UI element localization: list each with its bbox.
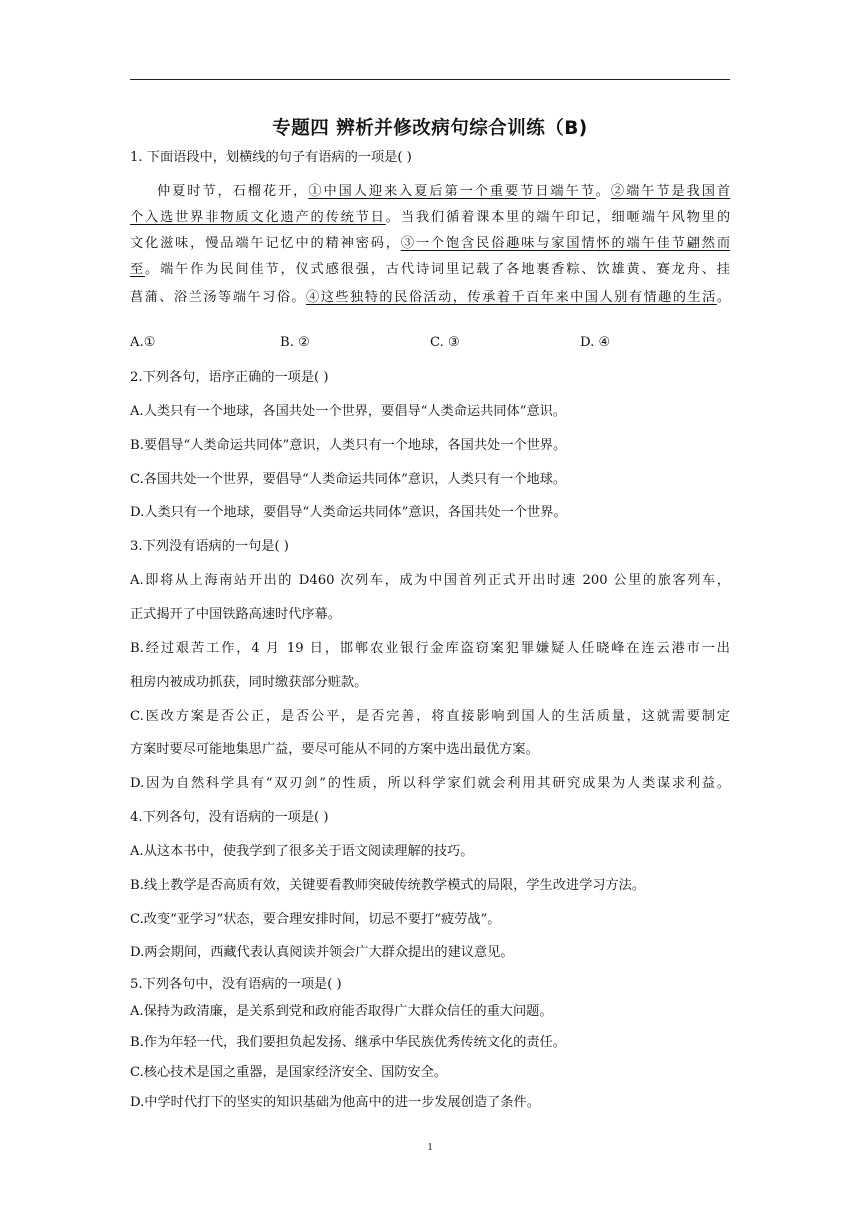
q2-stem: 2.下列各句，语序正确的一项是( ) [130, 370, 329, 385]
q3-option-d[interactable]: D.因为自然科学具有“双刃剑”的性质，所以科学家们就会利用其研究成果为人类谋求利益。 [130, 776, 730, 791]
q1-text: 。当我们循着课本里的端午印记，细咂端午风物里的 [385, 210, 731, 225]
q4-option-a[interactable]: A.从这本书中，使我学到了很多关于语文阅读理解的技巧。 [130, 844, 474, 859]
q1-underlined-sentence-2-cont: 个入选世界非物质文化遗产的传统节日 [130, 210, 386, 225]
page-number: 1 [427, 1141, 433, 1153]
q1-underlined-sentence-3-cont: 至 [130, 262, 146, 277]
q1-passage-line-4 [130, 260, 730, 280]
q2-option-d[interactable]: D.人类只有一个地球，要倡导“人类命运共同体”意识，各国共处一个世界。 [130, 505, 567, 520]
q5-option-c[interactable]: C.核心技术是国之重器，是国家经济安全、国防安全。 [130, 1065, 448, 1080]
header-rule [130, 79, 730, 80]
q1-option-c[interactable]: C. ③ [430, 335, 460, 350]
q1-text: 。端午作为民间佳节，仪式感很强，古代诗词里记载了各地裹香粽、饮雄黄、赛龙舟、挂 [145, 262, 730, 277]
q3-option-a-line-2[interactable]: 正式揭开了中国铁路高速时代序幕。 [130, 607, 341, 622]
q1-underlined-sentence-3: ③一个饱含民俗趣味与家国情怀的端午佳节翩然而 [400, 236, 731, 251]
q3-option-b-line-2[interactable]: 租房内被成功抓获，同时缴获部分赃款。 [130, 675, 368, 690]
q2-option-b[interactable]: B.要倡导“人类命运共同体”意识，人类只有一个地球，各国共处一个世界。 [130, 438, 567, 453]
q4-option-c[interactable]: C.改变“亚学习”状态，要合理安排时间，切忌不要打“疲劳战”。 [130, 912, 501, 927]
q1-text: 。 [595, 184, 611, 199]
q5-option-b[interactable]: B.作为年轻一代，我们要担负起发扬、继承中华民族优秀传统文化的责任。 [130, 1035, 566, 1050]
q4-option-b[interactable]: B.线上教学是否高质有效，关键要看教师突破传统教学模式的局限，学生改进学习方法。 [130, 878, 646, 893]
q1-option-a[interactable]: A.① [130, 335, 156, 350]
q1-passage-line-2 [130, 208, 730, 228]
q2-option-a[interactable]: A.人类只有一个地球，各国共处一个世界，要倡导“人类命运共同体”意识。 [130, 404, 567, 419]
q1-passage-line-3 [130, 234, 730, 254]
q4-stem: 4.下列各句，没有语病的一项是( ) [130, 810, 329, 825]
q1-passage-line-1 [130, 182, 730, 202]
q3-option-b-line-1[interactable]: B.经过艰苦工作，4 月 19 日，邯郸农业银行金库盗窃案犯罪嫌疑人任晓峰在连云港市一出 [130, 641, 730, 656]
q1-options [130, 333, 730, 353]
q1-text: 。 [716, 290, 731, 305]
q3-stem: 3.下列没有语病的一句是( ) [130, 539, 289, 554]
q5-stem: 5.下列各句中，没有语病的一项是( ) [130, 977, 342, 992]
q2-option-c[interactable]: C.各国共处一个世界，要倡导“人类命运共同体”意识，人类只有一个地球。 [130, 472, 567, 487]
q1-stem: 1. 下面语段中，划横线的句子有语病的一项是( ) [130, 150, 412, 165]
q4-option-d[interactable]: D.两会期间，西藏代表认真阅读并领会广大群众提出的建议意见。 [130, 945, 514, 960]
q1-underlined-sentence-2: ②端午节是我国首 [610, 184, 731, 199]
q1-underlined-sentence-1: ①中国人迎来入夏后第一个重要节日端午节 [308, 184, 596, 199]
q1-text: 文化滋味，慢品端午记忆中的精神密码， [130, 236, 401, 251]
q3-option-a-line-1[interactable]: A.即将从上海南站开出的 D460 次列车，成为中国首列正式开出时速 200 公里的旅客列车， [130, 573, 730, 588]
q1-option-d[interactable]: D. ④ [580, 335, 611, 350]
q1-text: 菖蒲、浴兰汤等端午习俗。 [130, 290, 307, 305]
page-title: 专题四 辨析并修改病句综合训练（B) [272, 118, 588, 139]
q3-option-c-line-1[interactable]: C.医改方案是否公正，是否公平，是否完善，将直接影响到国人的生活质量，这就需要制定 [130, 709, 730, 724]
q1-underlined-sentence-4: ④这些独特的民俗活动，传承着千百年来中国人别有情趣的生活 [306, 290, 717, 305]
q1-passage-line-5 [130, 288, 730, 308]
q5-option-a[interactable]: A.保持为政清廉，是关系到党和政府能否取得广大群众信任的重大问题。 [130, 1004, 553, 1019]
q1-option-b[interactable]: B. ② [280, 335, 310, 350]
q5-option-d[interactable]: D.中学时代打下的坚实的知识基础为他高中的进一步发展创造了条件。 [130, 1095, 540, 1110]
q3-option-c-line-2[interactable]: 方案时要尽可能地集思广益，要尽可能从不同的方案中选出最优方案。 [130, 742, 539, 757]
q1-text: 仲夏时节，石榴花开， [157, 184, 309, 199]
